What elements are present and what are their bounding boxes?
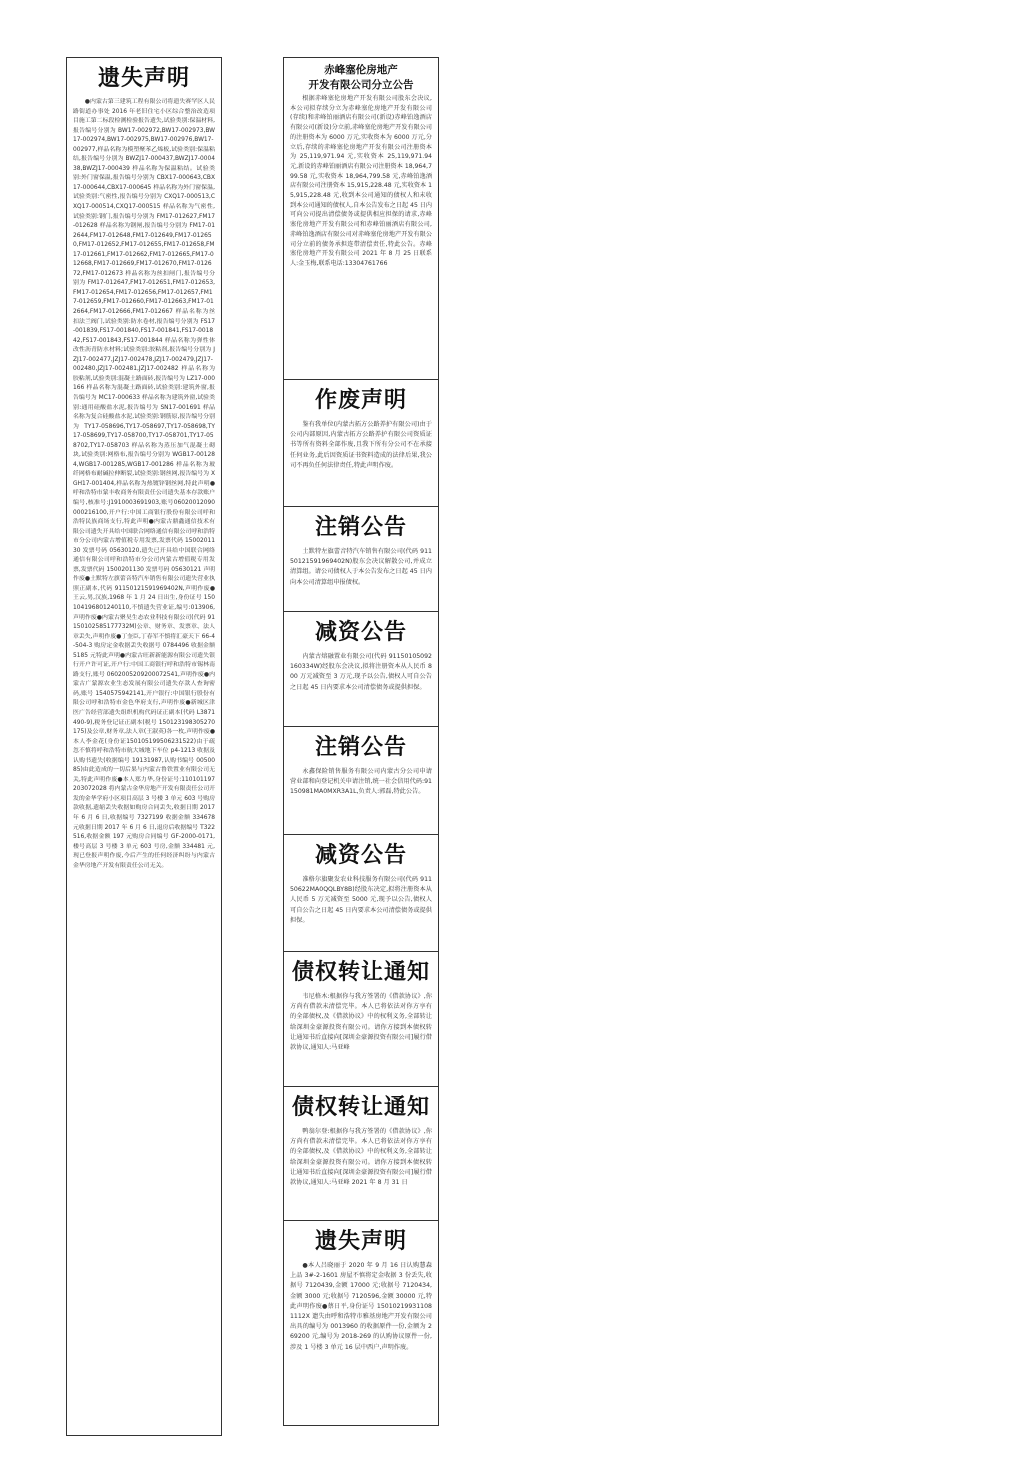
transfer-notice-2-block bbox=[284, 1087, 438, 1221]
middle-notice-column bbox=[283, 57, 439, 1426]
lost-notice-2-title: 遗失声明 bbox=[314, 1228, 407, 1254]
lost-notice-body: ●内蒙古第三建筑工程有限公司将遗失赛罕区人民路街道办事处 2016 年老旧住宅小区综合整治改造项目施工第二标段检测检验报告遗失,试验类别:保温材料,报告编号分别为 BW17-002972,BW17-002973,BW17-002974,BW17-002975,BW17-002976,BW17-002977,样品名称为模塑聚苯乙烯板,试验类别:保温粘结,报告编号分别为 BWZJ17-000437,BWZJ17-000438,BWZJ17-000439 样品名称为保温粘结。试验类别:外门窗保温,报告编号分别为 CBX17-000643,CBX17-000644,CBX17-000645 样品名称为外门窗保温,试验类别:气密性,报告编号分别为 CXQ17-000513,CXQ17-000514,CXQ17-000515 样品名称为气密性,试验类别:钢门,报告编号分别为 FM17-012627,FM17-012628 样品名称为钢闸,报告编号分别为 FM17-012644,FM17-012648,FM17-012649,FM17-012650,FM17-012652,FM17-012655,FM17-012658,FM17-012661,FM17-012662,FM17-012665,FM17-012668,FM17-012669,FM17-012670,FM17-012672,FM17-012673 样品名称为丝扣闸门,报告编号分别为 FM17-012647,FM17-012651,FM17-012653,FM17-012654,FM17-012656,FM17-012657,FM17-012659,FM17-012660,FM17-012663,FM17-012664,FM17-012666,FM17-012667 样品名称为丝扣法兰阀门,试验类别:防水卷材,报告编号分别为 FS17-001839,FS17-001840,FS17-001841,FS17-001842,FS17-001843,FS17-001844 样品名称为弹性体改性沥青防水材料;试验类别:胶粘剂,报告编号分别为 JZJ17-002477,JZJ17-002478,JZJ17-002479,JZJ17-002480,JZJ17-002481,JZJ17-002482 样品名称为胶粘剂,试验类别:混凝土路面砖,报告编号为 LZ17-000166 样品名称为混凝土路面砖,试验类别:建筑外窗,报告编号为 MC17-000633 样品名称为建筑外窗,试验类别:通用硅酸盐水泥,报告编号为 SN17-001691 样品名称为复合硅酸盐水泥,试验类别:钢筋原,报告编号分别为 TY17-058696,TY17-058697,TY17-058698,TY17-058699,TY17-058700,TY17-058701,TY17-058702,TY17-058703 样品名称为蒸压加气混凝土砌块,试验类别:网格布,报告编号分别为 WGB17-001284,WGB17-001285,WGB17-001286 样品名称为玻纤网格布耐碱拉伸断裂,试验类别:钢丝网,报告编号为 XGH17-001404,样品名称为热镀锌钢丝网,特此声明●呼和浩特市蒙丰收商务有限责任公司遗失基本存款账户编号,核准号:J1910003691903,账号06020012090000216100,开户行:中国工商银行股份有限公司呼和浩特民族商场支行,特此声明●内蒙古鼎鑫通信技术有限公司遗失开具给中国联合网络通信有限公司呼和浩特市分公司内蒙古增值税专用发票,发票代码 1500201130 发票号码 05630120,遗失已开具给中国联合网络通信有限公司呼和浩特市分公司内蒙古增值税专用发票,发票代码 1500201130 发票号码 05630121 声明作废●土默特左旗蕾音特汽车销售有限公司遗失营业执照正副本,代码 91150121591969402N,声明作废●王云,男,汉族,1968 年 1 月 24 日出生,身份证号 150104196801240110,不慎遗失营业证,编号:013906,声明作废●内蒙古聚昊生态农业科技有限公司(代码 91150102585177732M)公章、财务章、发票章、法人章丢失,声明作废●丁奎臣,丁春军不慎将汇豪天下 66-4-504-3 购房定金收据丢失收据号 0784496 收据金额 5185 元特此声明●内蒙古旺新新能源有限公司遗失银行开户许可证,开户行:中国工商银行呼和浩特市锡林南路支行,账号 0602005209200072541,声明作废●内蒙古广蒙源农业生态发展有限公司遗失存款人查询密码,账号 1540575942141,开户银行:中国银行股份有限公司呼和浩特市金色华府支行,声明作废●新城区津医广告经营部遗失组织机构代码证正副本(代码 L3871490-9),税务登记证正副本(税号 150123198305270175)及公章,财务章,法人章(王淑英)各一枚,声明作废●本人李金花(身份证150105199506231522)由于疏忽不慎将呼和浩特市航大城地下车位 p4-1213 收据及认购书遗失(收据编号 19131987,认购书编号 0050085)由此造成的一切后果与内蒙古鲁铁置业有限公司无关,特此声明作废●本人郑力华,身份证号:110101197203072028 将内蒙古金华房地产开发有限责任公司开发的金华学府小区项目高层 3 号楼 3 单元 603 号购房款收据,遗缩丢失收据如购房合同丢失,收据日期 2017 年 6 月 6 日,收据编号 7327199 收据金额 334678 元收据日期 2017 年 6 月 6 日,退房后收据编号 T322516,收据金额 197 元购房合同编号 GF-2000-0171,楼号高层 3 号楼 3 单元 603 号房,金额 334481 元,现已登报声明作废,今后产生的任何经济纠纷与内蒙古金华房地产开发有限责任公司无关。 bbox=[73, 99, 215, 869]
cancel-notice-1-title: 注销公告 bbox=[314, 514, 407, 540]
cancel-notice-2-block bbox=[284, 727, 438, 835]
transfer-notice-2-body: 鸭翁尔登:根据你与我方签署的《借款协议》,你方尚有借款未清偿完毕。本人已将依法对你方享有的全部债权,及《借款协议》中的权利义务,全部转让给深圳金豪源投资有限公司。请你方接到本债权转让通知书后直接向[深圳金豪源投资有限公司]履行借款协议,通知人:马亚峰 2021 年 8 月 31 日 bbox=[290, 1128, 432, 1187]
lost-notice-title: 遗失声明 bbox=[97, 65, 190, 91]
transfer-notice-1-body: 韦尼格木:根据你与我方签署的《借款协议》,你方尚有借款未清偿完毕。本人已将依法对你方享有的全部债权,及《借款协议》中的权利义务,全部转让给深圳金豪源投资有限公司。请你方接到本债权转让通知书后直接向[深圳金豪源投资有限公司]履行借款协议,通知人:马亚峰 bbox=[290, 993, 432, 1052]
cancel-notice-1-block bbox=[284, 507, 438, 612]
lost-notice-block bbox=[67, 58, 221, 1435]
void-notice-body: 鉴有我单位(内蒙古拓方公路养护有限公司)由于公司内部原因,内蒙古拓方公路养护有限公司资质证书等所有资料全部作废,且我下所有分公司不在承接任何业务,此后因资质证书资料造成的法律后果,我公司不再负任何法律责任,特此声明作废。 bbox=[290, 421, 432, 469]
transfer-notice-1-title: 债权转让通知 bbox=[291, 959, 430, 985]
transfer-notice-2-title: 债权转让通知 bbox=[291, 1094, 430, 1120]
lost-notice-2-body: ●本人吕晓丽于 2020 年 9 月 16 日认购慧森上品 3#-2-1601 房屋不慎将定金收据 3 份丢失,收据号 7120439,金额 17000 元;收据号 7120434,金额 3000 元;收据号 7120596,金额 30000 元,特此声明作废●蔡日平,身份证号 150102199311081112X 遗失由呼和浩特市雅基房地产开发有限公司出具的编号为 0013960 的收据原件一份,金额为 269200 元,编号为 2018-269 的认购协议原件一份,涉及 1 号楼 3 单元 16 层中西户,声明作废。 bbox=[290, 1262, 432, 1351]
void-notice-title: 作废声明 bbox=[314, 387, 407, 413]
reduce-notice-2-block bbox=[284, 835, 438, 952]
void-notice-block bbox=[284, 380, 438, 507]
cancel-notice-2-title: 注销公告 bbox=[314, 734, 407, 760]
reduce-notice-1-title: 减资公告 bbox=[314, 619, 407, 645]
cancel-notice-2-body: 永鑫保险销售服务有限公司内蒙古分公司申请营业部和向登记机关申请注销,统一社会信用代码:91150981MA0MXR3A1L,负责人:郭磊,特此公告。 bbox=[290, 768, 432, 796]
split-notice-block bbox=[284, 58, 438, 380]
split-notice-body: 根据赤峰塞伦房地产开发有限公司股东会决议,本公司拟存续分立为赤峰塞伦房地产开发有限公司(存续)和赤峰铂丽酒店有限公司(新设)赤峰铂逸酒店有限公司(新设)分立前,赤峰塞伦房地产开发有限公司的注册资本为 6000 万元,实收资本为 6000 万元,分立后,存续的赤峰塞伦房地产开发有限公司注册资本为 25,119,971.94 元,实收资本 25,119,971.94 元,新设的赤峰铂丽酒店有限公司注册资本 18,964,799.58 元,实收资本 18,964,799.58 元,赤峰铂逸酒店有限公司注册资本 15,915,228.48 元,实收资本 15,915,228.48 元,收到本公司通知的债权人和未收到本公司通知的债权人,自本公告发布之日起 45 日内可向公司提出清偿债务或提供相应担保的请求,赤峰塞伦房地产开发有限公司和赤峰铂丽酒店有限公司,赤峰铂逸酒店有限公司对赤峰塞伦房地产开发有限公司分立前的债务承担连带清偿责任,特此公告。赤峰塞伦房地产开发有限公司 2021 年 8 月 25 日联系人:金玉梅,联系电话:13304761766 bbox=[290, 95, 432, 267]
split-notice-title-line2: 开发有限公司分立公告 bbox=[308, 79, 414, 91]
split-notice-title-line1: 赤峰塞伦房地产 bbox=[324, 64, 398, 76]
left-notice-column bbox=[66, 57, 222, 1436]
cancel-notice-1-body: 土默特左旗蕾音特汽车销售有限公司(代码 91150121591969402N)股东会决议解散公司,并成立清算组。请公司债权人于本公告发布之日起 45 日内向本公司清算组申报债权。 bbox=[290, 548, 432, 586]
reduce-notice-2-title: 减资公告 bbox=[314, 842, 407, 868]
reduce-notice-1-body: 内蒙古熔融置业有限公司(代码 91150105092160334W)经股东会决议,拟将注册资本从人民币 800 万元减资至 3 万元,现予以公告,债权人可自公告之日起 45 日内要求本公司清偿债务或提供担保。 bbox=[290, 653, 432, 691]
transfer-notice-1-block bbox=[284, 952, 438, 1087]
reduce-notice-2-body: 准格尔旗聚发农业科技服务有限公司(代码 91150622MA0QQLBY8B)经股东决定,拟将注册资本从人民币 5 万元减资至 5000 元,现予以公告,债权人可自公告之日起 45 日内要求本公司清偿债务或提供担保。 bbox=[290, 876, 432, 924]
lost-notice-2-block bbox=[284, 1221, 438, 1425]
reduce-notice-1-block bbox=[284, 612, 438, 727]
